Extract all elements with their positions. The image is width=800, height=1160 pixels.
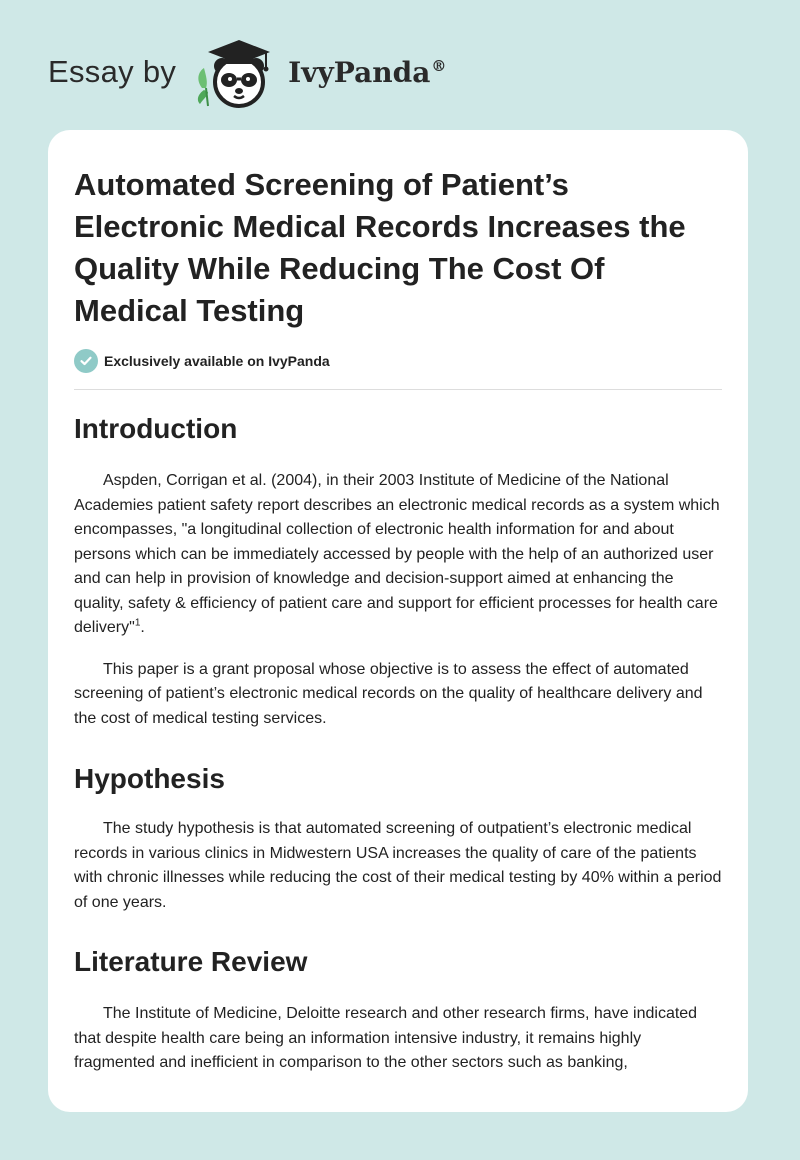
registered-mark: ®: [431, 57, 447, 76]
section-hypothesis: [74, 762, 722, 915]
intro-p1-text: Aspden, Corrigan et al. (2004), in their 2003 Institute of Medicine of the National Academies patient safety report describes an electronic medical records as a system which encompasses, "a longitudinal collection of electronic health information for and about persons which can be immediately accessed by people with the help of an authorized user and can help in provision of knowledge and decision-support aimed at enhancing the quality, safety & efficiency of patient care and support for efficient processes for health care delivery": [74, 472, 720, 636]
essay-card: [48, 130, 748, 1112]
exclusive-badge: [74, 349, 722, 373]
exclusive-label: Exclusively available on IvyPanda: [104, 353, 330, 369]
brand-text[interactable]: IvyPanda: [288, 55, 431, 89]
panda-logo-icon[interactable]: [192, 36, 282, 108]
section-literature-review: [74, 945, 722, 1076]
title-divider: [74, 389, 722, 390]
footnote-ref[interactable]: 1: [134, 617, 141, 629]
brand-name[interactable]: [288, 56, 446, 89]
intro-p1-end: .: [140, 619, 145, 636]
section-introduction: [74, 412, 722, 731]
hypothesis-heading: Hypothesis: [74, 763, 225, 794]
hypothesis-paragraph: The study hypothesis is that automated screening of outpatient’s electronic medical records in various clinics in Midwestern USA increases the quality of care of the patients with chronic illnesses while reducing the cost of their medical testing by 40% within a period of one years.: [74, 820, 722, 911]
literature-review-heading: Literature Review: [74, 946, 308, 977]
introduction-heading: Introduction: [74, 413, 238, 444]
introduction-paragraph-2: This paper is a grant proposal whose objective is to assess the effect of automated screening of patient’s electronic medical records on the quality of healthcare delivery and the cost of medical testing services.: [74, 660, 703, 727]
literature-review-paragraph: The Institute of Medicine, Deloitte research and other research firms, have indicated that despite health care being an information intensive industry, it remains highly fragmented and inefficient in comparison to the other sectors such as banking,: [74, 1005, 698, 1071]
check-icon: [74, 349, 98, 373]
essay-by-label: Essay by: [48, 54, 177, 89]
essay-title: Automated Screening of Patient’s Electronic Medical Records Increases the Quality While Reducing The Cost Of Medical Testing: [74, 167, 686, 328]
introduction-paragraph-1: [74, 469, 722, 641]
site-header: [48, 36, 446, 108]
